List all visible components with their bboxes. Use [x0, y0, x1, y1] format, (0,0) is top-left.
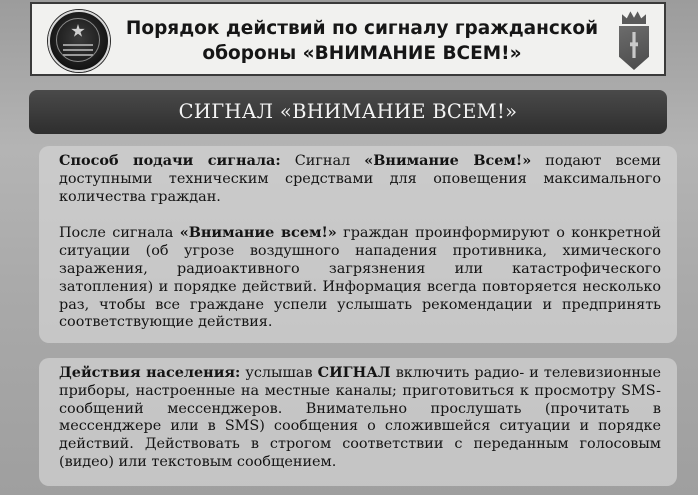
signal-name: «Внимание Всем!»	[364, 152, 532, 169]
signal-method-text: Сигнал	[280, 153, 365, 169]
header	[30, 2, 666, 76]
population-actions-paragraph	[59, 364, 661, 472]
population-actions-text: услышав	[240, 365, 318, 381]
page-title-line-1: Порядок действий по сигналу гражданской	[125, 18, 599, 39]
population-actions-label: Действия населения:	[59, 364, 241, 381]
civil-defense-emblem-icon	[48, 10, 110, 72]
population-actions-panel	[39, 358, 677, 486]
population-actions-signal: СИГНАЛ	[317, 364, 391, 381]
after-signal-text-end: граждан проинформируют о конкретной ситуации (об угрозе воздушного нападения противника, химического заражения, радиоактивного загрязнения или катастрофического затопления) и порядке действий. Информация всегда повторяется несколько раз, чтобы все граждане успели услышать рекомендации и предпринять соответствующие действия.	[59, 225, 661, 331]
signal-method-label: Способ подачи сигнала:	[59, 152, 281, 169]
signal-method-panel	[39, 146, 677, 343]
population-actions-text-end: включить радио- и телевизионные приборы, настроенные на местные каналы; приготовиться к просмотру SMS-сообщений мессенджеров. Внимательно прослушать (прочитать в мессенджере или в SMS) сообщения о сложившейся ситуации и порядке действий. Действовать в строгом соответствии с переданным голосовым (видео) или текстовым сообщением.	[59, 365, 661, 470]
signal-method-text-end: подают всеми доступными техническим средствами для оповещения максимального количества граждан.	[59, 153, 661, 205]
signal-banner: СИГНАЛ «ВНИМАНИЕ ВСЕМ!»	[29, 90, 667, 134]
page-title-line-2: обороны «ВНИМАНИЕ ВСЕМ!»	[202, 43, 522, 64]
after-signal-name: «Внимание всем!»	[179, 224, 337, 242]
after-signal-text: После сигнала	[59, 225, 180, 242]
saratov-coat-of-arms-icon	[616, 10, 652, 72]
after-signal-paragraph	[59, 224, 661, 332]
signal-method-paragraph	[59, 152, 661, 206]
page-title	[112, 16, 612, 66]
